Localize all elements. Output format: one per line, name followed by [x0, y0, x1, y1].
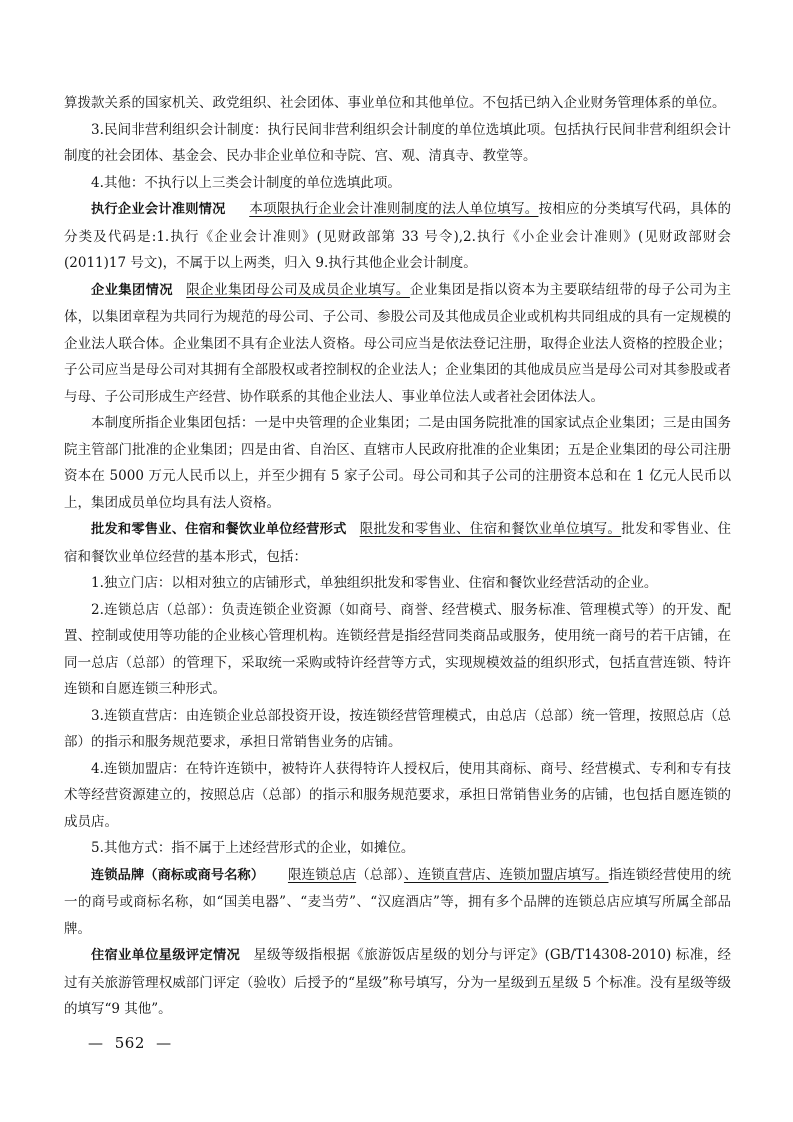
text-run: 5.其他方式：指不属于上述经营形式的企业，如摊位。 — [91, 840, 415, 856]
section-chain-brand — [64, 862, 731, 943]
text-run: 1.独立门店：以相对独立的店铺形式，单独组织批发和零售业、住宿和餐饮业经营活动的企业。 — [91, 575, 658, 591]
section-heading: 执行企业会计准则情况 — [91, 202, 226, 217]
text-run: 3.连锁直营店：由连锁企业总部投资开设，按连锁经营管理模式，由总店（总部）统一管理，按照总店（总部）的指示和服务规范要求，承担日常销售业务的店铺。 — [64, 707, 731, 750]
section-heading: 企业集团情况 — [91, 282, 174, 298]
section-heading: 连锁品牌（商标或商号名称） — [91, 867, 265, 883]
underline-run: 限连锁总店 — [287, 866, 357, 883]
text-run: 本制度所指企业集团包括：一是中央管理的企业集团；二是由国务院批准的国家试点企业集团；三是由国务院主管部门批准的企业集团；四是由省、自治区、直辖市人民政府批准的企业集团；五是企业集团的母公司注册资本在 5000 万元人民币以上，并至少拥有 5 家子公司。母公司和其子公司的注册资本总和在 1 亿元人民币以上，集团成员单位均具有法人资格。 — [64, 415, 731, 511]
text-run: 3.民间非营利组织会计制度：执行民间非营利组织会计制度的单位选填此项。包括执行民间非营利组织会计制度的社会团体、基金会、民办非企业单位和寺院、宫、观、清真寺、教堂等。 — [64, 121, 731, 164]
paragraph-form-4-chain-franchise-store — [64, 756, 731, 836]
text-block — [64, 90, 731, 1023]
paragraph-form-1-independent-store — [64, 570, 731, 597]
text-run: 按相应的分类填写代码，具体的分类及代码是:1.执行《企业会计准则》(见财政部第 33 号令),2.执行《小企业会计准则》(见财政部财会(2011)17 号文)，不属于以上两类，归入 9.执行其他企业会计制度。 — [64, 201, 732, 271]
text-run: 算拨款关系的国家机关、政党组织、社会团体、事业单位和其他单位。不包括已纳入企业财务管理体系的单位。 — [64, 95, 726, 111]
text-run: 企业集团是指以资本为主要联结纽带的母子公司为主体，以集团章程为共同行为规范的母公司、子公司、参股公司及其他成员企业或机构共同组成的具有一定规模的企业法人联合体。企业集团不具有企业法人资格。母公司应当是依法登记注册，取得企业法人资格的控股企业；子公司应当是母公司对其拥有全部股权或者控制权的企业法人；企业集团的其他成员应当是母公司对其参股或者与母、子公司形成生产经营、协作联系的其他企业法人、事业单位法人或者社会团体法人。 — [64, 281, 732, 405]
page-number: — 562 — — [88, 1034, 172, 1052]
section-accounting-standards — [64, 196, 731, 277]
text-run: 批发和零售业、住宿和餐饮业单位经营的基本形式，包括： — [64, 521, 732, 565]
section-enterprise-group — [64, 277, 731, 411]
section-heading: 住宿业单位星级评定情况 — [91, 948, 241, 963]
paragraph-group-scope — [64, 410, 731, 516]
paragraph-accounting-item-3 — [64, 117, 731, 170]
text-run: 指连锁经营使用的统一的商号或商标名称，如“国美电器”、“麦当劳”、“汉庭酒店”等，拥有多个品牌的连锁总店应填写所属全部品牌。 — [64, 866, 732, 937]
underline-run: 限企业集团母公司及成员企业填写。 — [186, 281, 410, 298]
paragraph-continuation — [64, 90, 731, 117]
underline-run: 本项限执行企业会计准则制度的法人单位填写。 — [249, 201, 539, 217]
underline-run: 、连锁直营店、连锁加盟店填写。 — [403, 866, 609, 883]
text-run: 星级等级指根据《旅游饭店星级的划分与评定》(GB/T14308-2010) 标准，经过有关旅游管理权威部门评定（验收）后授予的“星级”称号填写，分为一星级到五星级 5 个标准。没有星级等级的填写“9 其他”。 — [64, 947, 731, 1017]
text-run: （总部） — [356, 866, 404, 883]
text-run: 4.其他：不执行以上三类会计制度的单位选填此项。 — [91, 174, 401, 191]
section-hotel-star-rating — [64, 942, 731, 1023]
paragraph-form-5-other — [64, 835, 731, 862]
paragraph-form-3-chain-direct-store — [64, 703, 731, 756]
paragraph-form-2-chain-headquarters — [64, 597, 731, 703]
text-run: 4.连锁加盟店：在特许连锁中，被特许人获得特许人授权后，使用其商标、商号、经营模式、专利和专有技术等经营资源建立的，按照总店（总部）的指示和服务规范要求，承担日常销售业务的店铺，也包括自愿连锁的成员店。 — [64, 760, 731, 830]
text-run: 2.连锁总店（总部）：负责连锁企业资源（如商号、商誉、经营模式、服务标准、管理模式等）的开发、配置、控制或使用等功能的企业核心管理机构。连锁经营是指经营同类商品或服务，使用统一商号的若干店铺，在同一总店（总部）的管理下，采取统一采购或特许经营等方式，实现规模效益的组织形式，包括直营连锁、特许连锁和自愿连锁三种形式。 — [64, 601, 731, 697]
underline-run: 限批发和零售业、住宿和餐饮业单位填写。 — [359, 521, 622, 537]
section-heading: 批发和零售业、住宿和餐饮业单位经营形式 — [91, 522, 347, 537]
section-business-form — [64, 516, 731, 570]
paragraph-accounting-item-4 — [64, 170, 731, 197]
